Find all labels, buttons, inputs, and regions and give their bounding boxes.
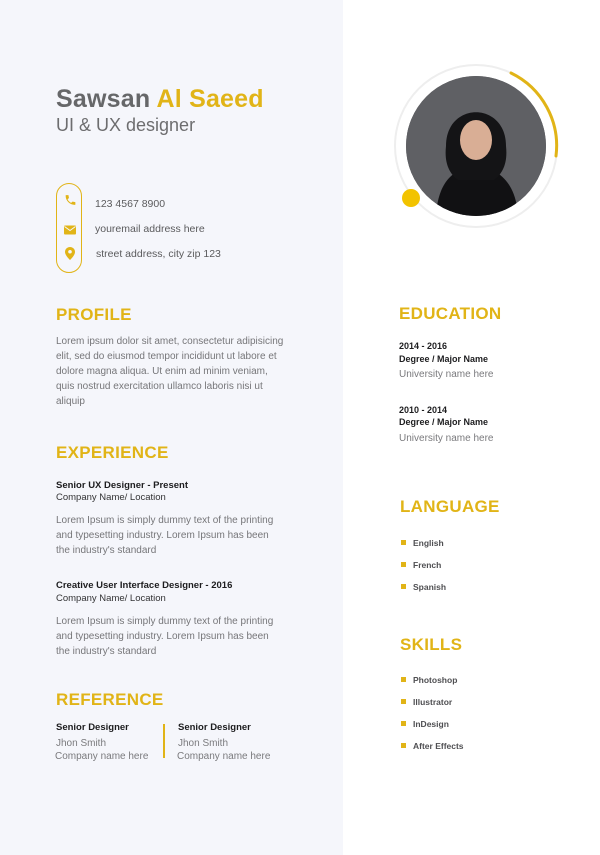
job-company: Company Name/ Location [56,492,166,503]
job-description: Lorem Ipsum is simply dummy text of the printing and typesetting industry. Lorem Ipsum has been the industry's standard [56,616,274,657]
reference-title: Senior Designer [56,722,129,733]
job-title: Creative User Interface Designer - 2016 [56,580,233,591]
mail-icon [57,222,83,240]
list-item [401,560,446,582]
education-university: University name here [399,433,494,444]
accent-dot [402,189,420,207]
profile-text: Lorem ipsum dolor sit amet, consectetur adipisicing elit, sed do eiusmod tempor incididunt ut labore et dolore magna aliqua. Ut enim ad minim veniam, quis nostrud exercitation ullamco laboris nisi ut aliquip [56,336,284,407]
list-item [401,697,464,719]
job-description: Lorem Ipsum is simply dummy text of the printing and typesetting industry. Lorem Ipsum has been the industry's standard [56,515,274,556]
reference-heading: REFERENCE [56,690,164,709]
profile-photo-frame [393,62,560,229]
education-heading: EDUCATION [399,304,502,323]
job-role: UI & UX designer [56,115,196,135]
education-degree: Degree / Major Name [399,354,489,364]
avatar [406,76,546,216]
profile-heading: PROFILE [56,305,132,324]
job-company: Company Name/ Location [56,593,166,604]
bullet-square-icon [401,584,406,589]
skill-label: After Effects [413,741,464,751]
bullet-square-icon [401,540,406,545]
skill-label: InDesign [413,719,449,729]
contact-phone: 123 4567 8900 [95,198,166,210]
skills-heading: SKILLS [400,635,463,654]
job-title: Senior UX Designer - Present [56,480,188,491]
reference-person: Jhon Smith [178,738,229,749]
skills-list [401,675,464,763]
language-heading: LANGUAGE [400,497,500,516]
location-pin-icon [57,247,83,265]
bullet-square-icon [401,699,406,704]
bullet-square-icon [401,721,406,726]
education-university: University name here [399,369,494,380]
education-years: 2014 - 2016 [399,341,448,351]
reference-company: Company name here [55,751,149,762]
first-name: Sawsan [56,85,151,113]
contact-icon-pill [56,183,82,273]
list-item [401,582,446,604]
education-years: 2010 - 2014 [399,405,448,415]
language-label: French [413,560,442,570]
reference-person: Jhon Smith [56,738,107,749]
phone-icon [57,193,83,212]
language-label: Spanish [413,582,447,592]
education-degree: Degree / Major Name [399,417,489,427]
list-item [401,741,464,763]
skill-label: Photoshop [413,675,458,685]
experience-heading: EXPERIENCE [56,443,169,462]
list-item [401,675,464,697]
last-name: Al Saeed [156,85,264,113]
reference-divider [163,724,165,758]
list-item [401,538,446,560]
person-name [56,85,264,114]
contact-address: street address, city zip 123 [96,248,221,260]
reference-company: Company name here [177,751,271,762]
language-label: English [413,538,444,548]
bullet-square-icon [401,562,406,567]
language-list [401,538,446,604]
contact-email: youremail address here [95,223,205,235]
skill-label: Illustrator [413,697,453,707]
bullet-square-icon [401,743,406,748]
reference-title: Senior Designer [178,722,251,733]
list-item [401,719,464,741]
bullet-square-icon [401,677,406,682]
